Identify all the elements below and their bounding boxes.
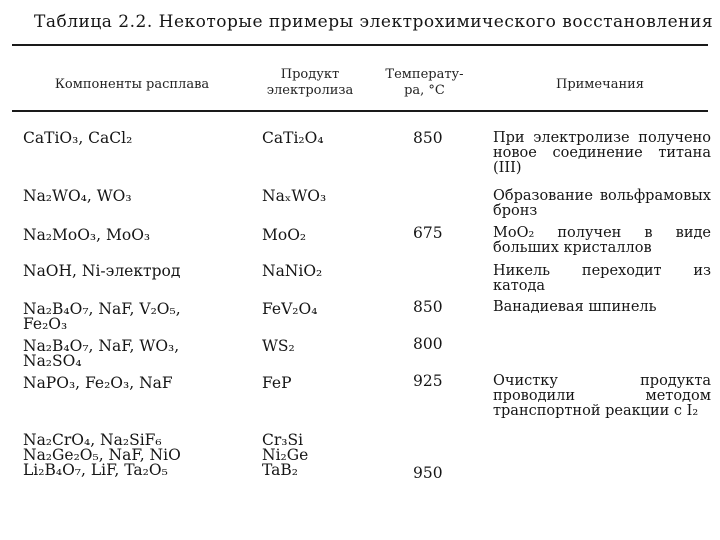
header-product: Продукт электролиза bbox=[266, 67, 354, 98]
row-4-note: Ванадиевая шпинель bbox=[493, 299, 657, 315]
row-2-product: MoO₂ bbox=[262, 226, 307, 244]
header-notes: Примечания bbox=[555, 77, 644, 92]
row-2-note: MoO₂ получен в виде больших кристаллов bbox=[493, 225, 711, 256]
row-2-components: Na₂MoO₃, MoO₃ bbox=[23, 226, 151, 244]
row-1-components: Na₂WO₄, WO₃ bbox=[23, 187, 132, 205]
header-rule bbox=[12, 110, 708, 112]
row-6-temperature: 925 bbox=[413, 372, 443, 390]
row-4-components: Na₂B₄O₇, NaF, V₂O₅, Fe₂O₃ bbox=[23, 300, 181, 333]
row-5-temperature: 800 bbox=[413, 335, 443, 353]
row-6-product: FeP bbox=[262, 374, 292, 392]
header-temperature: Температу- ра, °С bbox=[385, 67, 464, 98]
row-0-components: CaTiO₃, CaCl₂ bbox=[23, 129, 133, 147]
row-4-product: FeV₂O₄ bbox=[262, 300, 318, 318]
row-7-product: Cr₃Si Ni₂Ge TaB₂ bbox=[262, 431, 309, 479]
table-title: Таблица 2.2. Некоторые примеры электрохимического восстановления bbox=[34, 12, 714, 32]
row-3-components: NaOH, Ni-электрод bbox=[23, 262, 181, 280]
row-3-note: Никель переходит из катода bbox=[493, 263, 711, 294]
row-5-components: Na₂B₄O₇, NaF, WO₃, Na₂SO₄ bbox=[23, 337, 180, 370]
row-2-temperature: 675 bbox=[413, 224, 443, 242]
header-components: Компоненты расплава bbox=[54, 77, 210, 92]
row-7-components: Na₂CrO₄, Na₂SiF₆ Na₂Ge₂O₅, NaF, NiO Li₂B₄O₇, LiF, Ta₂O₅ bbox=[23, 431, 181, 479]
row-7-temperature: 950 bbox=[413, 464, 443, 482]
row-1-note: Образование вольфрамовых бронз bbox=[493, 188, 711, 219]
row-4-temperature: 850 bbox=[413, 298, 443, 316]
row-1-product: NaₓWO₃ bbox=[262, 187, 327, 205]
row-0-product: CaTi₂O₄ bbox=[262, 129, 324, 147]
row-3-product: NaNiO₂ bbox=[262, 262, 323, 280]
top-rule bbox=[12, 44, 708, 46]
row-0-note: При электролизе получено новое соединение титана (III) bbox=[493, 130, 711, 176]
row-6-note: Очистку продукта проводили методом транспортной реакции с I₂ bbox=[493, 373, 711, 419]
row-6-components: NaPO₃, Fe₂O₃, NaF bbox=[23, 374, 173, 392]
row-0-temperature: 850 bbox=[413, 129, 443, 147]
row-5-product: WS₂ bbox=[262, 337, 295, 355]
